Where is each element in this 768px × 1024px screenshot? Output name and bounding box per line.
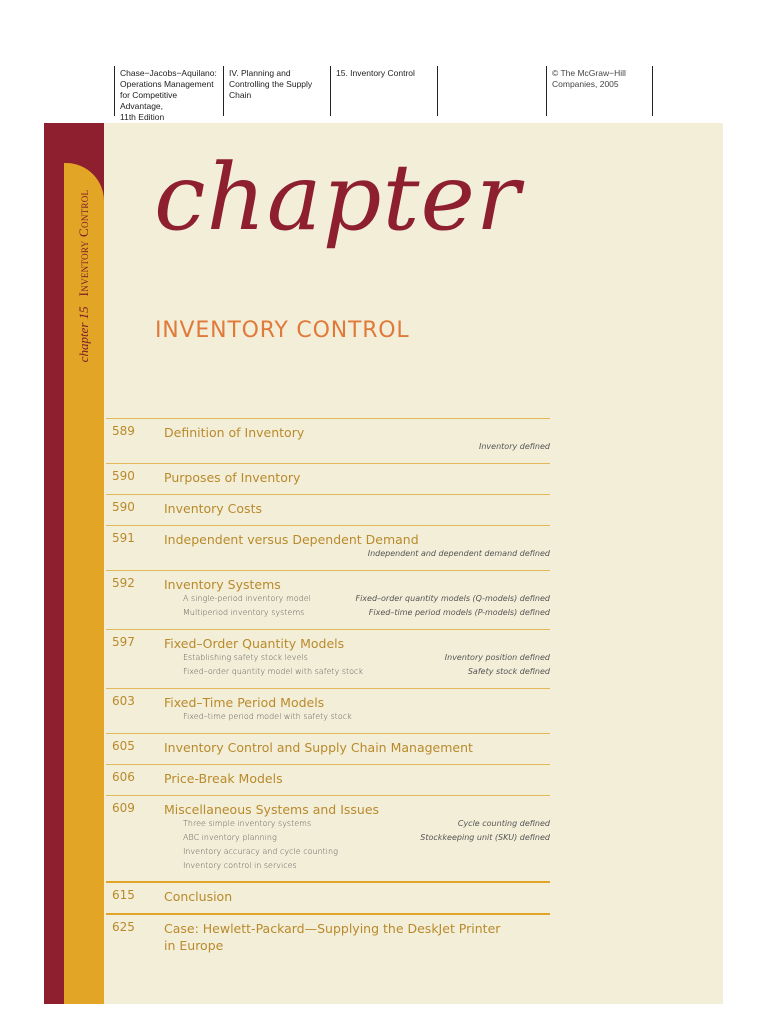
toc-entry (106, 881, 550, 913)
toc-entry (106, 795, 550, 881)
toc-page-number: 597 (112, 635, 135, 649)
toc-definitions (445, 651, 550, 679)
toc-definition: Stockkeeping unit (SKU) defined (420, 833, 550, 842)
toc-definitions (355, 592, 550, 620)
spine-subject: Inventory Control (76, 189, 91, 297)
toc-page-number: 592 (112, 576, 135, 590)
toc-entry (106, 688, 550, 733)
toc-entry (106, 629, 550, 688)
toc-subitem: Multiperiod inventory systems (183, 608, 305, 617)
toc-entry-title: Fixed–Order Quantity Models (164, 636, 345, 651)
toc-page-number: 591 (112, 531, 135, 545)
toc-entry (106, 764, 550, 795)
toc-entry (106, 494, 550, 525)
header-cell-book: Chase−Jacobs−Aquilano: Operations Management for Competitive Advantage, 11th Edition (114, 66, 223, 116)
toc-subitem: Three simple inventory systems (183, 819, 312, 828)
toc-page-number: 609 (112, 801, 135, 815)
toc-definitions (368, 547, 550, 561)
header-cell-blank (437, 66, 546, 116)
toc-entry-title: Independent versus Dependent Demand (164, 532, 419, 547)
toc-page-number: 615 (112, 888, 135, 902)
left-red-strip (44, 123, 64, 1004)
table-of-contents (106, 418, 550, 965)
toc-subitem: ABC inventory planning (183, 833, 277, 842)
toc-entry-title: Case: Hewlett-Packard—Supplying the DeskJet Printer in Europe (164, 921, 501, 953)
toc-entry (106, 418, 550, 463)
toc-subitem: A single-period inventory model (183, 594, 311, 603)
toc-page-number: 590 (112, 469, 135, 483)
toc-entry (106, 525, 550, 570)
toc-entry-title: Inventory Control and Supply Chain Management (164, 740, 473, 755)
toc-entry (106, 913, 550, 965)
toc-entry-title: Miscellaneous Systems and Issues (164, 802, 380, 817)
toc-entry-title: Inventory Systems (164, 577, 281, 592)
toc-definition: Cycle counting defined (457, 819, 550, 828)
toc-definition: Safety stock defined (467, 667, 550, 676)
header-cell-copyright: © The McGraw−Hill Companies, 2005 (546, 66, 652, 116)
chapter-heading: chapter (154, 144, 521, 251)
toc-page-number: 625 (112, 920, 135, 934)
header-cell-part: IV. Planning and Controlling the Supply Chain (223, 66, 330, 116)
toc-definition: Inventory position defined (444, 653, 550, 662)
toc-subitem: Inventory control in services (183, 861, 297, 870)
toc-entry (106, 733, 550, 764)
toc-page-number: 590 (112, 500, 135, 514)
toc-definition: Independent and dependent demand defined (367, 549, 550, 558)
toc-subitems (183, 710, 352, 724)
toc-subitem: Inventory accuracy and cycle counting (183, 847, 338, 856)
chapter-title: INVENTORY CONTROL (155, 318, 410, 343)
toc-page-number: 606 (112, 770, 135, 784)
toc-page-number: 603 (112, 694, 135, 708)
header-cell-chapter: 15. Inventory Control (330, 66, 437, 116)
toc-subitem: Fixed–time period model with safety stock (183, 712, 352, 721)
toc-subitems (183, 817, 338, 873)
toc-entry-title: Definition of Inventory (164, 425, 305, 440)
toc-definition: Inventory defined (479, 442, 550, 451)
toc-definition: Fixed–order quantity models (Q-models) defined (355, 594, 550, 603)
toc-entry-title: Inventory Costs (164, 501, 262, 516)
spine-chapter: chapter 15 (76, 306, 91, 363)
toc-page-number: 589 (112, 424, 135, 438)
toc-entry-title: Price-Break Models (164, 771, 283, 786)
spine-label (76, 190, 92, 363)
toc-definitions (479, 440, 550, 454)
toc-subitem: Fixed–order quantity model with safety stock (183, 667, 364, 676)
toc-definition: Fixed–time period models (P-models) defined (368, 608, 550, 617)
toc-entry (106, 463, 550, 494)
toc-subitem: Establishing safety stock levels (183, 653, 308, 662)
header-table (114, 66, 653, 122)
toc-subitems (183, 592, 311, 620)
toc-entry-title: Purposes of Inventory (164, 470, 301, 485)
toc-subitems (183, 651, 363, 679)
toc-entry-title: Fixed–Time Period Models (164, 695, 325, 710)
toc-entry (106, 570, 550, 629)
toc-definitions (420, 817, 550, 845)
toc-page-number: 605 (112, 739, 135, 753)
toc-entry-title: Conclusion (164, 889, 233, 904)
